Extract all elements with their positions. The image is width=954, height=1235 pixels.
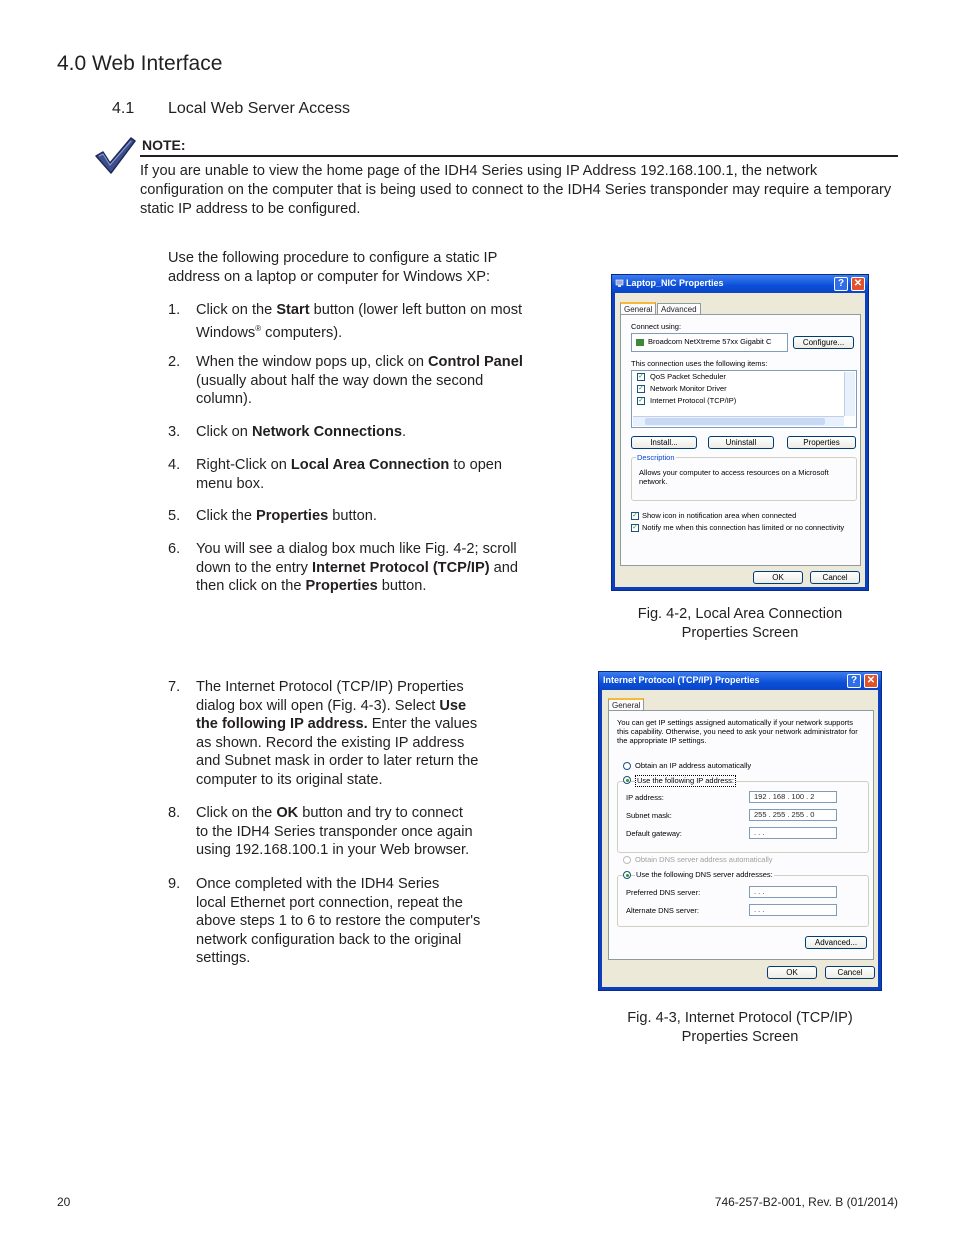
lan-properties-dialog xyxy=(611,274,869,591)
list-item[interactable]: QoS Packet Scheduler xyxy=(650,372,726,381)
tcpip-properties-dialog xyxy=(598,671,882,991)
use-ip-radio[interactable] xyxy=(623,776,631,784)
dns-group xyxy=(617,875,869,927)
general-panel xyxy=(608,710,874,960)
item-checkbox[interactable]: ✓ xyxy=(638,373,644,380)
item-checkbox[interactable]: ✓ xyxy=(638,385,644,392)
subsection-title: Local Web Server Access xyxy=(168,100,351,117)
checkmark-icon xyxy=(93,136,137,176)
help-button[interactable]: ? xyxy=(834,277,848,291)
subsection-heading xyxy=(112,100,350,118)
vertical-scrollbar[interactable] xyxy=(844,372,855,416)
figure-caption: Fig. 4-2, Local Area Connection Properties Screen xyxy=(637,606,843,641)
items-label: This connection uses the following items: xyxy=(631,359,768,368)
obtain-ip-radio[interactable] xyxy=(623,762,631,770)
obtain-dns-radio[interactable] xyxy=(623,856,631,864)
notify-label: Notify me when this connection has limited or no connectivity xyxy=(642,523,845,532)
ip-address-input[interactable]: 192 . 168 . 100 . 2 xyxy=(749,791,837,803)
item-checkbox[interactable]: ✓ xyxy=(638,397,644,404)
note-label: NOTE: xyxy=(142,137,186,153)
tab-general[interactable]: General xyxy=(608,698,644,710)
obtain-ip-label: Obtain an IP address automatically xyxy=(635,761,752,770)
title-bar[interactable] xyxy=(612,275,868,293)
install-button[interactable]: Install... xyxy=(631,436,697,449)
tab-general[interactable]: General xyxy=(620,302,656,314)
info-text: the appropriate IP settings. xyxy=(617,736,707,745)
close-button[interactable]: ✕ xyxy=(864,674,878,688)
configure-button[interactable]: Configure... xyxy=(793,336,854,349)
gateway-label: Default gateway: xyxy=(626,829,682,838)
gateway-input[interactable]: . . . xyxy=(749,827,837,839)
list-item[interactable]: Internet Protocol (TCP/IP) xyxy=(650,396,737,405)
title-bar[interactable] xyxy=(599,672,881,690)
show-icon-checkbox[interactable]: ✓ xyxy=(632,512,638,519)
use-dns-label: Use the following DNS server addresses: xyxy=(636,870,773,879)
adapter-field: Broadcom NetXtreme 57xx Gigabit C xyxy=(631,333,788,352)
connect-using-label: Connect using: xyxy=(631,322,682,331)
items-list[interactable] xyxy=(631,370,857,428)
use-ip-label: Use the following IP address: xyxy=(637,776,734,785)
document-id: 746-257-B2-001, Rev. B (01/2014) xyxy=(714,1195,898,1209)
properties-button[interactable]: Properties xyxy=(787,436,856,449)
list-item[interactable]: Network Monitor Driver xyxy=(650,384,727,393)
dialog-title: Laptop_NIC Properties xyxy=(626,278,724,288)
page-number: 20 xyxy=(57,1195,71,1209)
advanced-button[interactable]: Advanced... xyxy=(805,936,867,949)
close-button[interactable]: ✕ xyxy=(851,277,865,291)
cancel-button[interactable]: Cancel xyxy=(810,571,860,584)
cancel-button[interactable]: Cancel xyxy=(825,966,875,979)
info-text: You can get IP settings assigned automatically if your network supports xyxy=(617,718,853,727)
subnet-mask-input[interactable]: 255 . 255 . 255 . 0 xyxy=(749,809,837,821)
uninstall-button[interactable]: Uninstall xyxy=(708,436,774,449)
alternate-dns-input[interactable]: . . . xyxy=(749,904,837,916)
preferred-dns-label: Preferred DNS server: xyxy=(626,888,701,897)
network-icon xyxy=(615,279,624,288)
help-button[interactable]: ? xyxy=(847,674,861,688)
note-divider xyxy=(140,155,898,157)
section-title: 4.0 Web Interface xyxy=(57,52,223,75)
tab-advanced[interactable]: Advanced xyxy=(657,303,701,315)
scroll-thumb[interactable] xyxy=(645,418,825,425)
obtain-dns-label: Obtain DNS server address automatically xyxy=(635,855,773,864)
dialog-title: Internet Protocol (TCP/IP) Properties xyxy=(603,675,760,685)
alternate-dns-label: Alternate DNS server: xyxy=(626,906,699,915)
description-group: Description Allows your computer to access resources on a Microsoft network. xyxy=(631,457,857,501)
intro-text: Use the following procedure to configure a static IP address on a laptop or computer for Windows XP: xyxy=(168,250,498,285)
nic-icon xyxy=(636,339,644,346)
use-dns-radio[interactable] xyxy=(623,871,631,879)
preferred-dns-input[interactable]: . . . xyxy=(749,886,837,898)
ok-button[interactable]: OK xyxy=(767,966,817,979)
subsection-number: 4.1 xyxy=(112,100,135,117)
note-text: If you are unable to view the home page of the IDH4 Series using IP Address 192.168.100.1, the network configuration on the computer that is being used to connect to the IDH4 Series transponder may require a temporary static IP address to be configured. xyxy=(140,163,892,217)
figure-caption: Fig. 4-3, Internet Protocol (TCP/IP) Properties Screen xyxy=(627,1010,853,1045)
general-panel xyxy=(620,314,861,566)
info-text: this capability. Otherwise, you need to ask your network administrator for xyxy=(617,727,858,736)
ip-address-label: IP address: xyxy=(626,793,664,802)
notify-checkbox[interactable]: ✓ xyxy=(632,524,638,531)
ok-button[interactable]: OK xyxy=(753,571,803,584)
show-icon-label: Show icon in notification area when connected xyxy=(642,511,797,520)
subnet-mask-label: Subnet mask: xyxy=(626,811,672,820)
horizontal-scrollbar[interactable] xyxy=(633,416,844,426)
